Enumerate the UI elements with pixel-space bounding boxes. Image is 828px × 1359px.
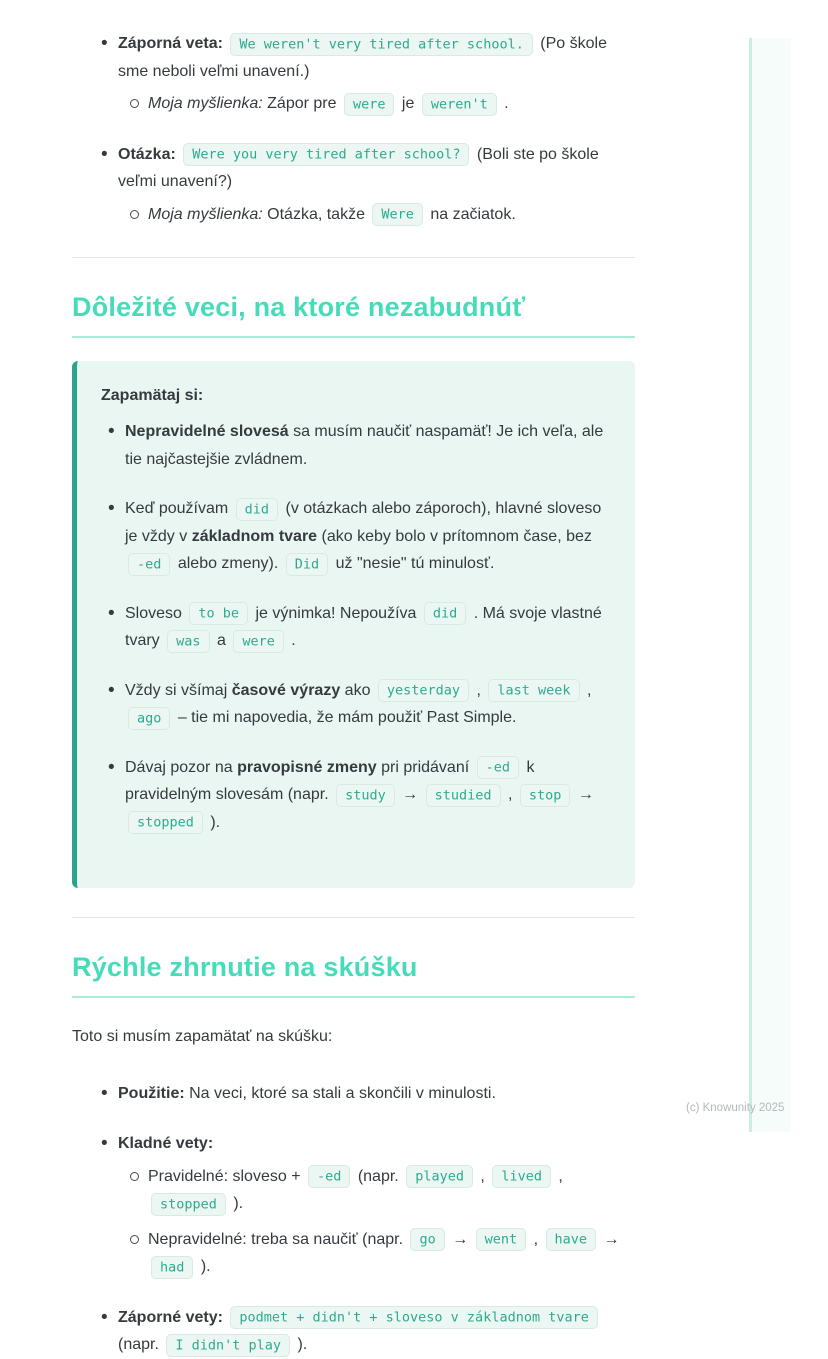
text-segment: ).: [228, 1195, 244, 1213]
text-segment: ).: [196, 1258, 211, 1276]
code-chip: We weren't very tired after school.: [230, 33, 532, 56]
text-segment: ,: [553, 1167, 563, 1185]
text-segment: ,: [503, 786, 517, 804]
code-chip: had: [151, 1256, 193, 1279]
text-segment: →: [599, 1230, 620, 1248]
code-chip: -ed: [128, 553, 170, 576]
code-chip: -ed: [477, 756, 519, 779]
list-item: [118, 1304, 635, 1359]
text-segment: (Boli ste po škole veľmi unavení?): [118, 145, 599, 191]
sub-list: [118, 1163, 635, 1281]
text-segment: Záporná veta:: [118, 35, 228, 52]
code-chip: went: [476, 1228, 527, 1251]
code-chip: lived: [492, 1165, 551, 1188]
text-segment: alebo zmeny).: [173, 555, 283, 573]
text-segment: základnom tvare: [191, 527, 318, 545]
list-item: [125, 677, 607, 732]
list-item: [118, 1130, 635, 1281]
section-heading-important: Dôležité veci, na ktoré nezabudnúť: [72, 292, 635, 338]
code-chip: I didn't play: [166, 1334, 290, 1357]
text-segment: →: [397, 786, 423, 804]
sub-list: [118, 90, 635, 118]
list-item: [148, 1163, 635, 1218]
code-chip: stopped: [151, 1193, 226, 1216]
list-item: [125, 495, 607, 578]
text-segment: (napr.: [118, 1336, 164, 1354]
text-segment: Vždy si všímaj: [125, 681, 232, 699]
text-segment: →: [573, 786, 594, 804]
code-chip: go: [410, 1228, 444, 1251]
code-chip: to be: [189, 602, 248, 625]
copyright-text: (c) Knowunity 2025: [686, 1102, 785, 1114]
code-chip: were: [344, 93, 395, 116]
code-chip: Did: [286, 553, 328, 576]
code-chip: podmet + didn't + sloveso v základnom tvare: [230, 1306, 598, 1329]
code-chip: Were you very tired after school?: [183, 143, 469, 166]
text-segment: pravopisné zmeny: [237, 758, 377, 776]
sub-list: [118, 201, 635, 229]
text-segment: ,: [475, 1167, 490, 1185]
list-item: [148, 1226, 635, 1281]
text-segment: ).: [205, 813, 221, 831]
text-segment: – tie mi napovedia, že mám použiť Past Simple.: [173, 709, 517, 727]
code-chip: ago: [128, 707, 170, 730]
text-segment: ,: [529, 1230, 543, 1248]
callout-title: Zapamätaj si:: [101, 387, 204, 405]
code-chip: did: [236, 498, 278, 521]
text-segment: Keď používam: [125, 500, 233, 518]
text-segment: sa musím naučiť naspamäť! Je ich veľa, ale tie najčastejšie zvládnem.: [125, 423, 604, 468]
code-chip: weren't: [422, 93, 497, 116]
list-item: [118, 1080, 635, 1108]
code-chip: Were: [372, 203, 423, 226]
text-segment: (ako keby bolo v prítomnom čase, bez: [317, 527, 592, 545]
code-chip: stop: [520, 784, 571, 807]
code-chip: played: [406, 1165, 473, 1188]
text-segment: Použitie:: [118, 1084, 185, 1102]
list-item: [125, 418, 607, 473]
list-item: [148, 90, 635, 118]
section-divider: [72, 917, 635, 918]
text-segment: je výnimka! Nepoužíva: [251, 604, 421, 622]
summary-list: [72, 1080, 635, 1359]
text-segment: Zápor pre: [262, 95, 341, 113]
text-segment: ,: [472, 681, 486, 699]
text-segment: už "nesie" tú minulosť.: [331, 555, 495, 573]
text-segment: ).: [293, 1336, 308, 1354]
text-segment: k pravidelným slovesám (napr.: [125, 758, 535, 804]
list-item: [118, 30, 635, 118]
text-segment: na začiatok.: [425, 205, 516, 223]
text-segment: Nepravidelné slovesá: [125, 423, 289, 441]
text-segment: . Má svoje vlastné tvary: [125, 604, 602, 650]
code-chip: were: [233, 630, 284, 653]
text-segment: pri pridávaní: [376, 758, 474, 776]
page-accent-line: [749, 38, 752, 1132]
code-chip: stopped: [128, 811, 203, 834]
code-chip: did: [424, 602, 466, 625]
text-segment: Otázka, takže: [262, 205, 370, 223]
examples-list: [72, 30, 635, 228]
code-chip: yesterday: [378, 679, 469, 702]
text-segment: (Po škole sme neboli veľmi unavení.): [118, 35, 607, 80]
text-segment: Otázka:: [118, 145, 181, 163]
text-segment: Pravidelné: sloveso +: [148, 1167, 305, 1185]
text-segment: časové výrazy: [231, 681, 341, 699]
page-accent-band: [751, 38, 791, 1132]
text-segment: .: [286, 632, 296, 650]
text-segment: Sloveso: [125, 604, 187, 622]
code-chip: -ed: [308, 1165, 350, 1188]
content-column: [72, 30, 635, 1359]
code-chip: have: [546, 1228, 597, 1251]
text-segment: ako: [340, 681, 375, 699]
text-segment: Kladné vety:: [118, 1135, 214, 1153]
list-item: [125, 600, 607, 655]
text-segment: (v otázkach alebo záporoch), hlavné sloveso je vždy v: [125, 500, 602, 545]
text-segment: Dávaj pozor na: [125, 758, 238, 776]
text-segment: Na veci, ktoré sa stali a skončili v minulosti.: [184, 1084, 496, 1102]
section-heading-summary: Rýchle zhrnutie na skúšku: [72, 952, 635, 998]
summary-intro: Toto si musím zapamätať na skúšku:: [72, 1028, 333, 1046]
text-segment: Moja myšlienka:: [148, 205, 263, 223]
callout-box: [72, 361, 635, 888]
text-segment: (napr.: [353, 1167, 404, 1185]
code-chip: studied: [426, 784, 501, 807]
list-item: [118, 141, 635, 229]
text-segment: Nepravidelné: treba sa naučiť (napr.: [148, 1230, 408, 1248]
callout-list: [101, 418, 607, 836]
section-divider: [72, 257, 635, 258]
text-segment: ,: [582, 681, 592, 699]
text-segment: Moja myšlienka:: [148, 95, 263, 113]
text-segment: a: [212, 632, 231, 650]
text-segment: Záporné vety:: [118, 1308, 228, 1326]
text-segment: →: [447, 1230, 473, 1248]
code-chip: was: [167, 630, 209, 653]
code-chip: last week: [488, 679, 579, 702]
text-segment: je: [397, 95, 419, 113]
list-item: [148, 201, 635, 229]
list-item: [125, 754, 607, 837]
code-chip: study: [336, 784, 395, 807]
text-segment: .: [499, 95, 509, 113]
